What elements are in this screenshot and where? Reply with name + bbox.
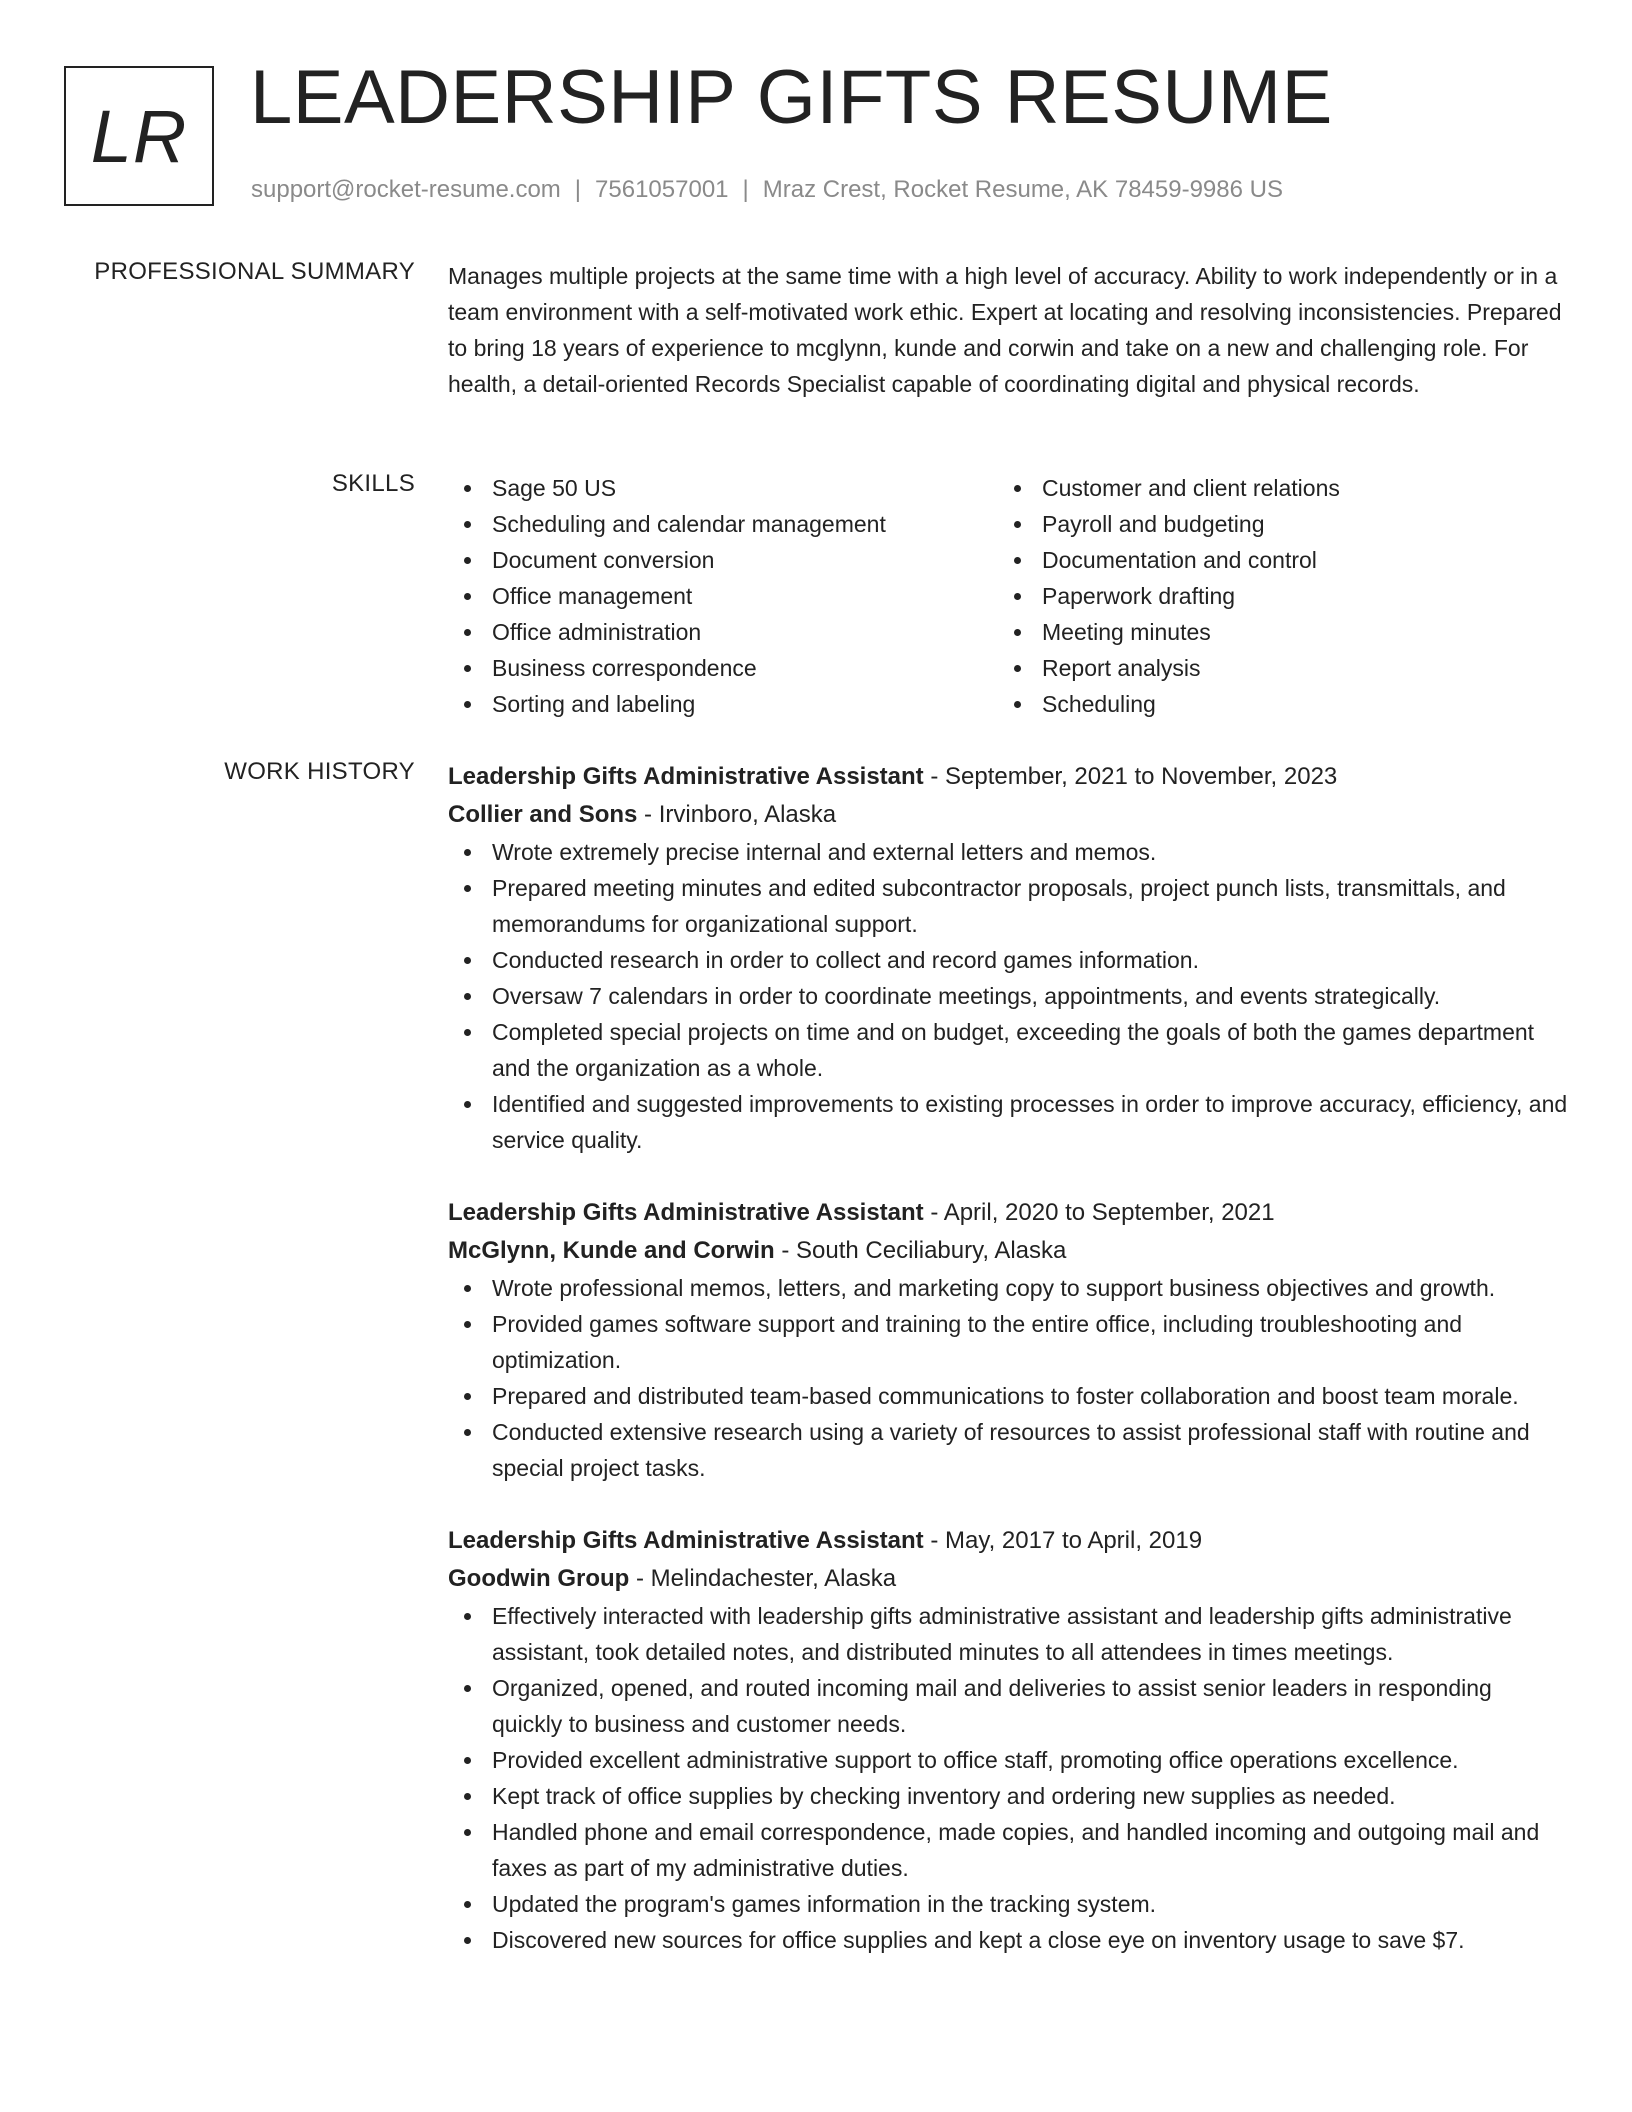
contact-address: Mraz Crest, Rocket Resume, AK 78459-9986 US [762,176,1283,203]
contact-separator: | [742,176,749,203]
skill-item: Sage 50 US [448,470,998,506]
job-entry [448,1194,1568,1486]
job-title-line [448,758,1568,796]
skill-item: Customer and client relations [998,470,1548,506]
skills-list-left [448,470,998,722]
job-bullet-list [448,1270,1568,1486]
job-dates: - April, 2020 to September, 2021 [923,1199,1275,1226]
job-bullet: Wrote extremely precise internal and external letters and memos. [448,834,1568,870]
skill-item: Meeting minutes [998,614,1548,650]
job-title-line [448,1522,1568,1560]
job-location: - Melindachester, Alaska [629,1565,897,1592]
job-bullet: Prepared meeting minutes and edited subcontractor proposals, project punch lists, transmittals, and memorandums for organizational support. [448,870,1568,942]
summary-body [448,258,1568,402]
skills-list-right [998,470,1548,722]
job-bullet: Conducted extensive research using a variety of resources to assist professional staff with routine and special project tasks. [448,1414,1568,1486]
job-bullet: Completed special projects on time and on budget, exceeding the goals of both the games department and the organization as a whole. [448,1014,1568,1086]
skills-grid [448,470,1568,722]
skill-item: Sorting and labeling [448,686,998,722]
monogram-text: LR [90,94,188,178]
contact-phone: 7561057001 [595,176,729,203]
job-title: Leadership Gifts Administrative Assistant [448,1199,924,1226]
job-title: Leadership Gifts Administrative Assistant [448,763,924,790]
monogram-logo [64,66,214,206]
job-bullet: Conducted research in order to collect and record games information. [448,942,1568,978]
job-entry [448,758,1568,1158]
resume-title: LEADERSHIP GIFTS RESUME [250,55,1333,140]
job-bullet: Prepared and distributed team-based communications to foster collaboration and boost team morale. [448,1378,1568,1414]
job-bullet: Oversaw 7 calendars in order to coordinate meetings, appointments, and events strategically. [448,978,1568,1014]
contact-separator: | [574,176,582,203]
job-bullet: Updated the program's games information in the tracking system. [448,1886,1568,1922]
job-company: McGlynn, Kunde and Corwin [448,1237,775,1264]
skills-label: SKILLS [331,470,415,497]
job-location: - South Ceciliabury, Alaska [774,1237,1067,1264]
skill-item: Paperwork drafting [998,578,1548,614]
summary-text: Manages multiple projects at the same time with a high level of accuracy. Ability to work independently or in a team environment with a self-motivated work ethic. Expert at locating and resolving inconsistencies. Prepared to bring 18 years of experience to mcglynn, kunde and corwin and take on a new and challenging role. For health, a detail-oriented Records Specialist capable of coordinating digital and physical records. [448,263,1562,397]
summary-label: PROFESSIONAL SUMMARY [94,258,415,285]
job-dates: - September, 2021 to November, 2023 [923,763,1338,790]
job-company-line [448,796,1568,834]
job-company: Collier and Sons [448,801,638,828]
job-bullet: Provided games software support and training to the entire office, including troubleshooting and optimization. [448,1306,1568,1378]
job-bullet: Discovered new sources for office supplies and kept a close eye on inventory usage to save $7. [448,1922,1568,1958]
skill-item: Business correspondence [448,650,998,686]
job-company-line [448,1560,1568,1598]
job-company-line [448,1232,1568,1270]
skill-item: Report analysis [998,650,1548,686]
skill-item: Office management [448,578,998,614]
contact-line [251,176,1283,204]
job-bullet: Provided excellent administrative support to office staff, promoting office operations excellence. [448,1742,1568,1778]
job-bullet: Organized, opened, and routed incoming mail and deliveries to assist senior leaders in responding quickly to business and customer needs. [448,1670,1568,1742]
job-title: Leadership Gifts Administrative Assistant [448,1527,924,1554]
job-dates: - May, 2017 to April, 2019 [923,1527,1203,1554]
job-bullet-list [448,834,1568,1158]
work-history-label: WORK HISTORY [224,758,415,785]
contact-email: support@rocket-resume.com [251,176,561,203]
skill-item: Documentation and control [998,542,1548,578]
job-bullet-list [448,1598,1568,1958]
jobs-container [448,758,1568,1994]
job-bullet: Identified and suggested improvements to existing processes in order to improve accuracy, efficiency, and service quality. [448,1086,1568,1158]
skill-item: Payroll and budgeting [998,506,1548,542]
skill-item: Office administration [448,614,998,650]
skill-item: Document conversion [448,542,998,578]
job-bullet: Handled phone and email correspondence, made copies, and handled incoming and outgoing mail and faxes as part of my administrative duties. [448,1814,1568,1886]
skill-item: Scheduling and calendar management [448,506,998,542]
job-title-line [448,1194,1568,1232]
job-location: - Irvinboro, Alaska [637,801,837,828]
job-bullet: Kept track of office supplies by checking inventory and ordering new supplies as needed. [448,1778,1568,1814]
skill-item: Scheduling [998,686,1548,722]
job-bullet: Effectively interacted with leadership gifts administrative assistant and leadership gifts administrative assistant, took detailed notes, and distributed minutes to all attendees in times meetings. [448,1598,1568,1670]
job-entry [448,1522,1568,1958]
job-company: Goodwin Group [448,1565,630,1592]
job-bullet: Wrote professional memos, letters, and marketing copy to support business objectives and growth. [448,1270,1568,1306]
